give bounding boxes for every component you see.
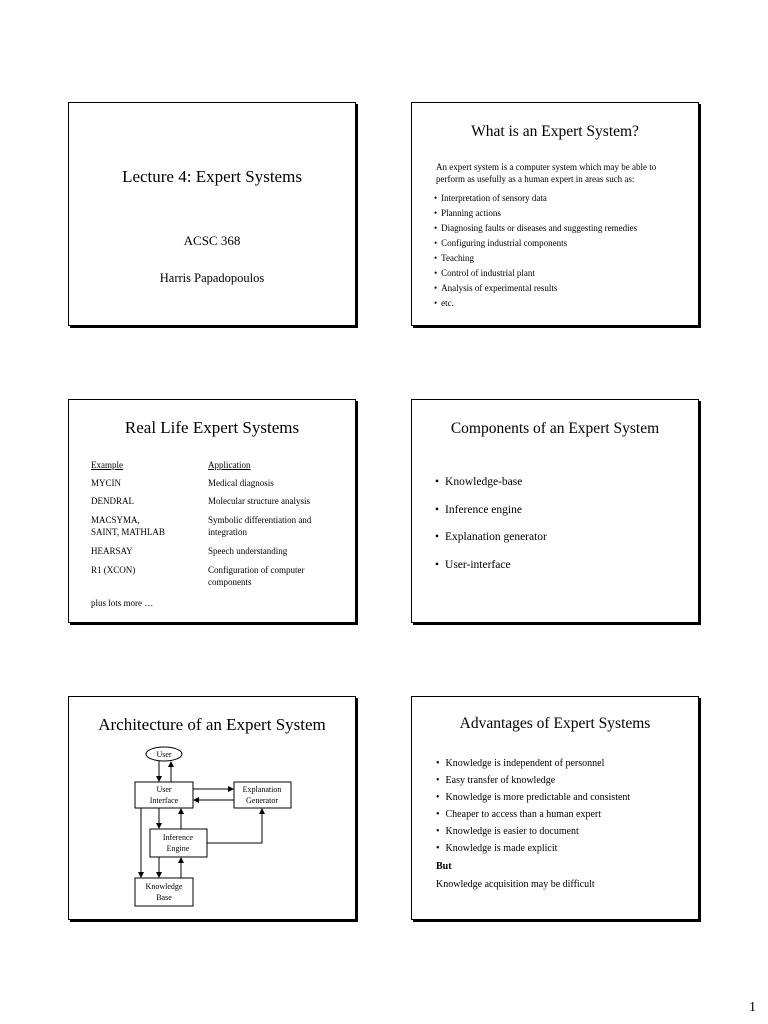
- slide-what-is: [411, 102, 699, 326]
- components-list: [435, 474, 547, 584]
- list-item: • Inference engine: [435, 502, 547, 530]
- list-item: • Cheaper to access than a human expert: [436, 808, 630, 825]
- slide-components: [411, 399, 699, 623]
- drawback-note: Knowledge acquisition may be difficult: [436, 879, 595, 890]
- slide-heading: Real Life Expert Systems: [124, 418, 300, 437]
- slide-architecture: [68, 696, 356, 920]
- slide-heading: Components of an Expert System: [450, 420, 660, 437]
- column-header-application: Application: [208, 460, 251, 470]
- slide-title-heading: Lecture 4: Expert Systems: [122, 167, 302, 186]
- table-cell: DENDRAL: [91, 496, 134, 506]
- list-item: • Knowledge is independent of personnel: [436, 757, 630, 774]
- table-cell: MACSYMA,: [91, 515, 140, 525]
- list-item: • Configuring industrial components: [434, 236, 637, 251]
- list-item: • User-interface: [435, 557, 547, 585]
- table-cell: integration: [208, 527, 247, 537]
- slide-title: [68, 102, 356, 326]
- knowledge-label-1: Knowledge: [145, 882, 183, 891]
- table-cell: MYCIN: [91, 478, 122, 488]
- course-code: ACSC 368: [183, 233, 241, 248]
- table-cell: HEARSAY: [91, 546, 133, 556]
- list-item: • Teaching: [434, 251, 637, 266]
- slide-heading: What is an Expert System?: [471, 123, 639, 140]
- list-item: • Knowledge-base: [435, 474, 547, 502]
- slide-real-life: [68, 399, 356, 623]
- list-item: • Analysis of experimental results: [434, 281, 637, 296]
- table-cell: Speech understanding: [208, 546, 288, 556]
- user-interface-label-1: User: [156, 785, 172, 794]
- table-cell: components: [208, 577, 252, 587]
- slide-advantages: [411, 696, 699, 920]
- more-note: plus lots more …: [91, 598, 154, 608]
- list-item: • Knowledge is easier to document: [436, 825, 630, 842]
- user-label: User: [156, 750, 172, 759]
- table-cell: Configuration of computer: [208, 565, 305, 575]
- list-item: • Knowledge is more predictable and consistent: [436, 791, 630, 808]
- list-item: • Knowledge is made explicit: [436, 842, 630, 859]
- arrow-inference-to-explanation: [207, 809, 262, 843]
- table-cell: SAINT, MATHLAB: [91, 527, 165, 537]
- list-item: • Explanation generator: [435, 529, 547, 557]
- architecture-diagram: [69, 697, 357, 921]
- areas-list: [434, 191, 637, 311]
- inference-label-1: Inference: [162, 833, 194, 842]
- table-cell: R1 (XCON): [91, 565, 136, 575]
- user-interface-label-2: Interface: [149, 796, 179, 805]
- list-item: • Diagnosing faults or diseases and suggesting remedies: [434, 221, 637, 236]
- intro-text: An expert system is a computer system which may be able to perform as usefully as a human expert in areas such as:: [436, 162, 657, 184]
- slide-heading: Architecture of an Expert System: [98, 715, 326, 734]
- inference-label-2: Engine: [166, 844, 190, 853]
- explanation-label-2: Generator: [246, 796, 278, 805]
- advantages-list: [436, 757, 630, 859]
- list-item: • Planning actions: [434, 206, 637, 221]
- explanation-label-1: Explanation: [242, 785, 282, 794]
- author-name: Harris Papadopoulos: [159, 271, 265, 285]
- table-cell: Molecular structure analysis: [208, 496, 310, 506]
- knowledge-label-2: Base: [156, 893, 172, 902]
- list-item: • etc.: [434, 296, 637, 311]
- list-item: • Easy transfer of knowledge: [436, 774, 630, 791]
- list-item: • Interpretation of sensory data: [434, 191, 637, 206]
- slide-heading: Advantages of Expert Systems: [459, 715, 651, 732]
- column-header-example: Example: [91, 460, 123, 470]
- list-item: • Control of industrial plant: [434, 266, 637, 281]
- table-cell: Symbolic differentiation and: [208, 515, 312, 525]
- table-cell: Medical diagnosis: [208, 478, 274, 488]
- but-label: But: [436, 861, 452, 872]
- page-number: 1: [749, 1000, 756, 1015]
